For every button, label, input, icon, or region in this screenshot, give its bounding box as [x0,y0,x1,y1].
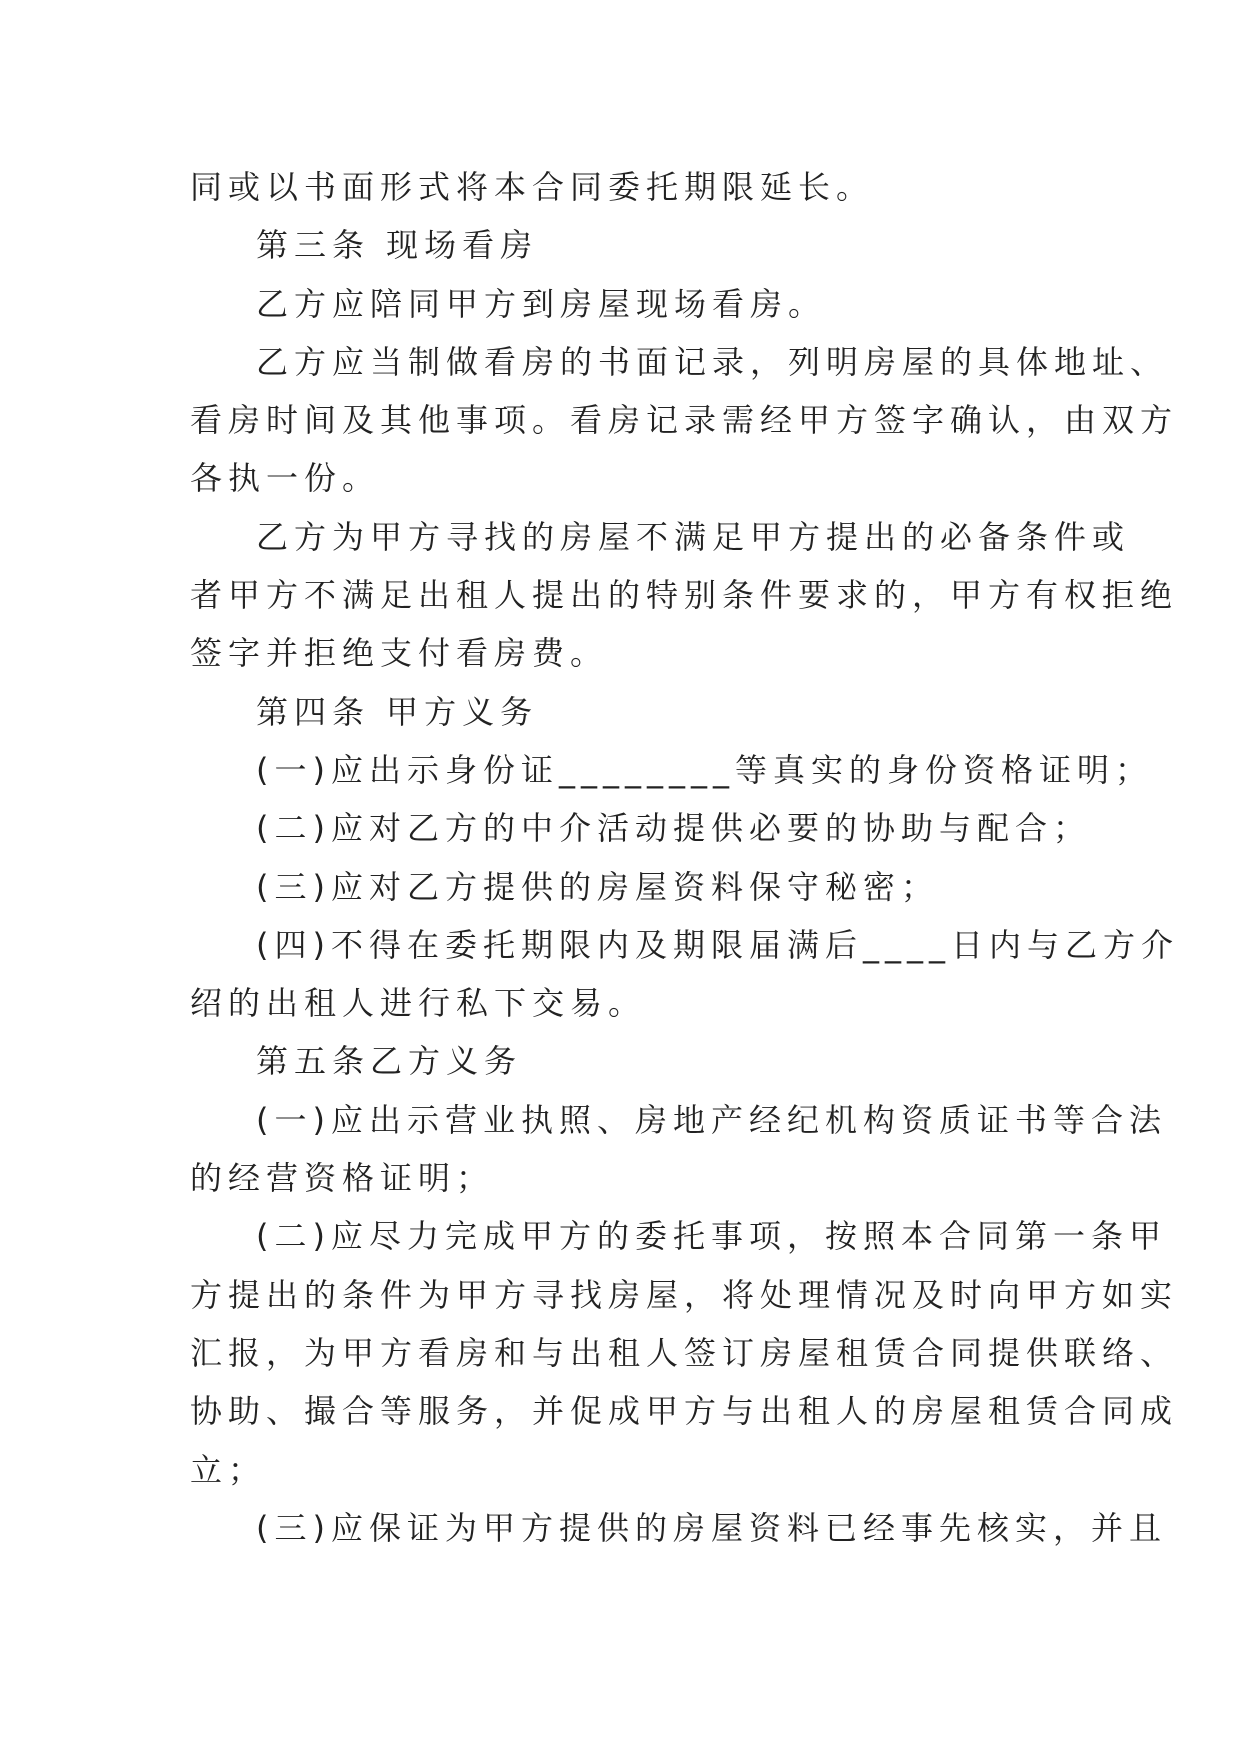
text-line: 看房时间及其他事项。看房记录需经甲方签字确认，由双方 [190,401,1179,440]
text-line: 的经营资格证明； [190,1159,495,1198]
text-line: 协助、撮合等服务，并促成甲方与出租人的房屋租赁合同成 [190,1392,1179,1431]
section-heading-4: 第四条 甲方义务 [256,692,539,731]
text-line: 乙方为甲方寻找的房屋不满足甲方提出的必备条件或 [256,517,1131,556]
text-line: 者甲方不满足出租人提出的特别条件要求的，甲方有权拒绝 [190,576,1179,615]
clause-item: (三)应保证为甲方提供的房屋资料已经事先核实，并且 [256,1508,1167,1547]
text-line: 乙方应当制做看房的书面记录，列明房屋的具体地址、 [256,342,1169,381]
text-line: 乙方应陪同甲方到房屋现场看房。 [256,284,827,323]
text-line: 同或以书面形式将本合同委托期限延长。 [190,168,875,206]
text-line: 方提出的条件为甲方寻找房屋，将处理情况及时向甲方如实 [190,1275,1179,1314]
clause-item: (三)应对乙方提供的房屋资料保守秘密； [256,867,939,906]
text-line: 立； [190,1450,267,1489]
clause-item: (四)不得在委托期限内及期限届满后____日内与乙方介 [256,925,1179,964]
clause-item: (一)应出示营业执照、房地产经纪机构资质证书等合法 [256,1100,1167,1139]
section-heading-3: 第三条 现场看房 [256,226,539,265]
contract-text [190,158,1179,1557]
text-line: 绍的出租人进行私下交易。 [190,984,647,1023]
section-heading-5: 第五条乙方义务 [256,1042,523,1081]
clause-item: (一)应出示身份证________等真实的身份资格证明； [256,750,1153,789]
clause-item: (二)应对乙方的中介活动提供必要的协助与配合； [256,809,1091,848]
text-line: 签字并拒绝支付看房费。 [190,634,609,673]
text-line: 各执一份。 [190,459,381,498]
clause-item: (二)应尽力完成甲方的委托事项，按照本合同第一条甲 [256,1217,1167,1256]
text-line: 汇报，为甲方看房和与出租人签订房屋租赁合同提供联络、 [190,1333,1179,1372]
